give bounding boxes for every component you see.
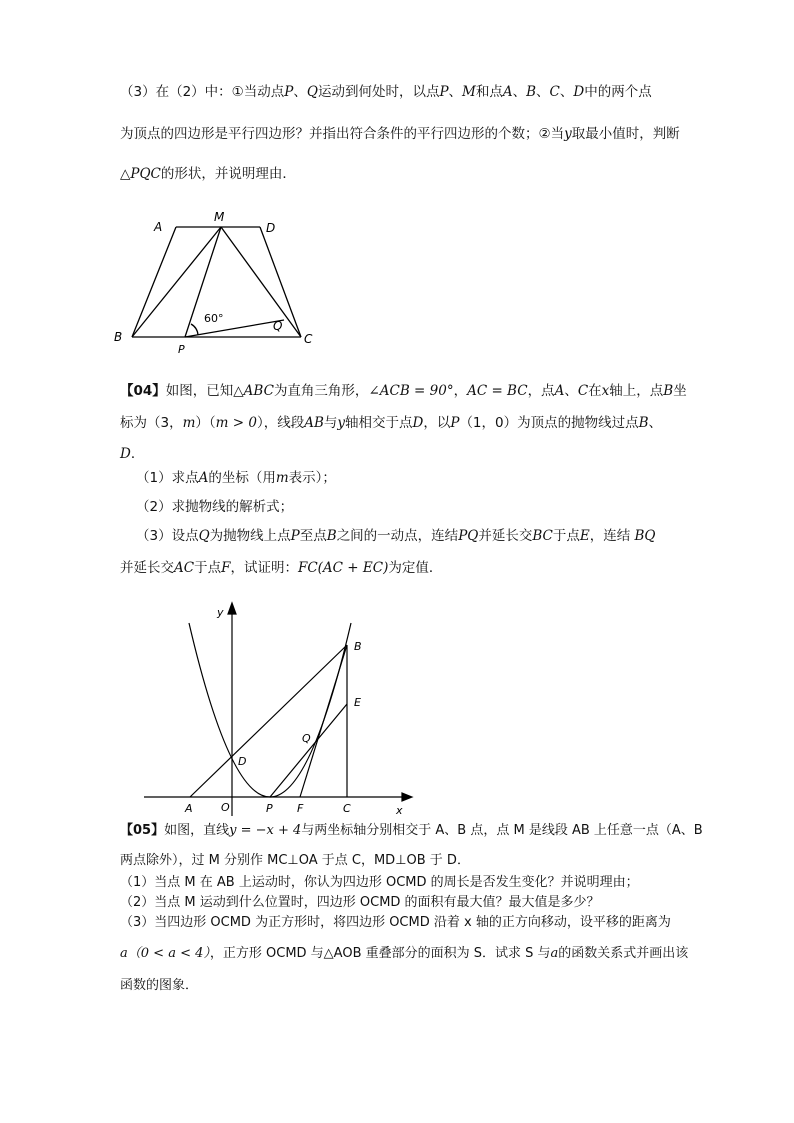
q05-sub-1: （1）当点 M 在 AB 上运动时，你认为四边形 OCMD 的周长是否发生变化？并说明理由；: [120, 875, 639, 890]
q04-line-2: 标为（3，m）（m > 0），线段AB与y轴相交于点D，以P（1，0）为顶点的抛物线过点B、: [120, 415, 663, 431]
q04-line-3: D．: [120, 446, 145, 462]
label-y: y: [217, 606, 224, 619]
segment-PE: [270, 704, 347, 797]
label-M: M: [214, 210, 225, 224]
label-D: D: [266, 221, 276, 235]
label-P: P: [178, 343, 185, 355]
parabola-figure: [140, 598, 420, 820]
angle-label: 60°: [204, 312, 224, 325]
q04-line-1: 【04】如图，已知△ABC为直角三角形，∠ACB = 90°，AC = BC，点A、C在x轴上，点B坐: [120, 383, 687, 399]
q04-sub-1: （1）求点A的坐标（用m表示）；: [136, 470, 336, 486]
q03-line-2: 为顶点的四边形是平行四边形？并指出符合条件的平行四边形的个数；②当y取最小值时，判断: [120, 126, 680, 142]
label-Q: Q: [302, 732, 311, 745]
segment-PQ: [185, 320, 284, 337]
label-C: C: [343, 802, 351, 815]
label-Q: Q: [273, 319, 283, 333]
q05-line-1: 【05】如图，直线y = −x + 4与两坐标轴分别相交于 A、B 点，点 M 是线段 AB 上任意一点（A、B: [120, 823, 703, 838]
angle-arc: [191, 324, 198, 335]
label-F: F: [297, 802, 304, 815]
label-B: B: [114, 330, 123, 344]
label-A: A: [154, 220, 163, 234]
q05-sub-3: （3）当四边形 OCMD 为正方形时，将四边形 OCMD 沿着 x 轴的正方向移动，设平移的距离为: [120, 915, 671, 930]
trapezoid-figure: [108, 205, 328, 355]
q03-line-1: （3）在（2）中：①当动点P、Q运动到何处时，以点P、M和点A、B、C、D中的两个点: [120, 84, 652, 100]
q04-sub-3: （3）设点Q为抛物线上点P至点B之间的一动点，连结PQ并延长交BC于点E，连结 BQ: [136, 528, 656, 544]
x-axis-arrow: [402, 793, 412, 801]
label-x: x: [396, 804, 403, 817]
label-E: E: [354, 696, 361, 709]
q05-line-5: a（0 < a < 4），正方形 OCMD 与△AOB 重叠部分的面积为 S．试求 S 与a的函数关系式并画出该: [120, 946, 689, 961]
q05-sub-2: （2）当点 M 运动到什么位置时，四边形 OCMD 的面积有最大值？最大值是多少？: [120, 895, 600, 910]
label-P: P: [266, 802, 273, 815]
label-D: D: [238, 755, 247, 768]
segment-AB: [132, 227, 176, 337]
segment-MC: [221, 227, 301, 337]
label-A: A: [185, 802, 193, 815]
q04-sub-2: （2）求抛物线的解析式；: [136, 499, 294, 515]
label-B: B: [354, 640, 362, 653]
q03-line-3: △PQC的形状，并说明理由．: [120, 166, 296, 182]
q05-line-2: 两点除外），过 M 分别作 MC⊥OA 于点 C，MD⊥OB 于 D．: [120, 853, 470, 868]
label-O: O: [221, 801, 230, 814]
label-C: C: [304, 332, 313, 346]
q05-line-6: 函数的图象．: [120, 978, 199, 993]
y-axis-arrow: [228, 603, 236, 614]
q04-line-final: 并延长交AC于点F，试证明：FC(AC + EC)为定值．: [120, 560, 443, 576]
